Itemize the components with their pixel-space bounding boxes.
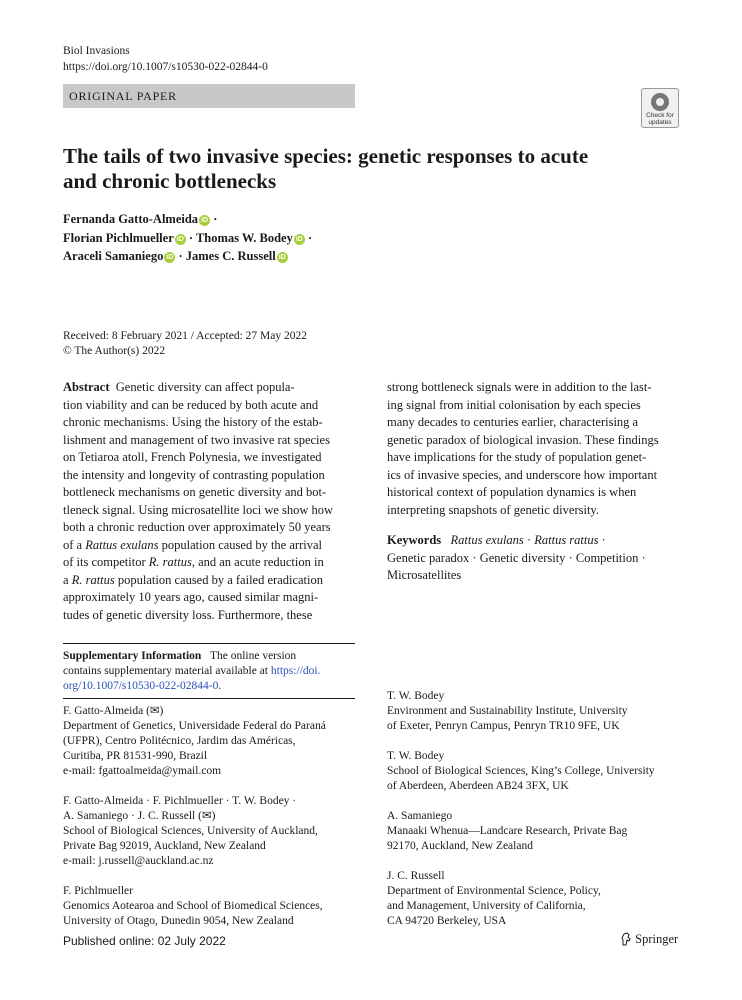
divider bbox=[63, 698, 355, 699]
author-name[interactable]: Araceli Samaniego bbox=[63, 249, 164, 263]
check-updates-label-2: updates bbox=[648, 119, 672, 126]
affiliation-entry: F. Gatto-Almeida (✉) Department of Genetics, Universidade Federal do Paraná (UFPR), Centro Politécnico, Jardim das Américas, Curitiba, PR 81531-990, Brazil e-mail: fgattoalmeida@ymail.com bbox=[63, 705, 326, 777]
supplementary-label: Supplementary Information bbox=[63, 650, 202, 662]
supplementary-info: Supplementary Information The online version contains supplementary material available at https://doi. org/10.1007/s10530-022-02844-0. bbox=[63, 650, 321, 692]
title-line-1: The tails of two invasive species: genetic responses to acute bbox=[63, 144, 589, 168]
check-updates-label-1: Check for bbox=[646, 112, 674, 119]
affiliation-entry: T. W. Bodey Environment and Sustainability Institute, University of Exeter, Penryn Campus, Penryn TR10 9FE, UK bbox=[387, 690, 628, 732]
keyword: Competition bbox=[575, 550, 639, 565]
orcid-icon[interactable]: iD bbox=[201, 217, 209, 224]
affiliations-right bbox=[387, 689, 679, 944]
keywords-label: Keywords bbox=[387, 533, 442, 547]
author-name[interactable]: Thomas W. Bodey bbox=[195, 230, 293, 245]
article-title bbox=[63, 144, 663, 194]
affiliation-entry: A. Samaniego Manaaki Whenua—Landcare Research, Private Bag 92170, Auckland, New Zealand bbox=[387, 810, 628, 852]
keyword: Genetic paradox bbox=[387, 550, 470, 565]
journal-header bbox=[63, 43, 268, 75]
publisher-logo bbox=[620, 932, 678, 947]
orcid-icon[interactable]: iD bbox=[166, 254, 174, 261]
orcid-icon[interactable]: iD bbox=[176, 235, 184, 243]
published-date: Published online: 02 July 2022 bbox=[63, 934, 226, 948]
check-for-updates-badge[interactable] bbox=[641, 88, 679, 128]
keyword: Rattus rattus bbox=[534, 533, 599, 547]
springer-horse-icon bbox=[620, 932, 632, 946]
keywords-block: Keywords Rattus exulans · Rattus rattus · Genetic paradox · Genetic diversity · Competition · Microsatellites bbox=[387, 533, 646, 582]
abstract-right-column: strong bottleneck signals were in addition to the last- ing signal from initial colonisation by each species many decades to centuries earlier, characterising a genetic paradox of biological invasion. These findings have implications for the study of population genet- ics of invasive species, and underscore how important historical context of population dynamics is when interpreting snapshots of genetic diversity. bbox=[387, 380, 659, 517]
title-line-2: and chronic bottlenecks bbox=[63, 169, 277, 193]
author-name[interactable]: James C. Russell bbox=[185, 249, 276, 263]
affiliation-entry: F. Pichlmueller Genomics Aotearoa and School of Biomedical Sciences, University of Otago, Dunedin 9054, New Zealand bbox=[63, 885, 323, 927]
journal-name: Biol Invasions bbox=[63, 45, 130, 57]
affiliation-entry: T. W. Bodey School of Biological Sciences, King’s College, University of Aberdeen, Aberdeen AB24 3FX, UK bbox=[387, 750, 655, 792]
abstract-label: Abstract bbox=[63, 380, 110, 394]
received-accepted-dates: Received: 8 February 2021 / Accepted: 27 May 2022 bbox=[63, 330, 307, 342]
check-updates-icon bbox=[651, 93, 669, 111]
author-name[interactable]: Florian Pichlmueller bbox=[63, 230, 174, 245]
affiliations-left bbox=[63, 704, 355, 944]
divider bbox=[63, 643, 355, 644]
supplementary-link[interactable]: https://doi. bbox=[270, 665, 321, 677]
keyword: Microsatellites bbox=[387, 568, 462, 582]
keyword: Rattus exulans bbox=[450, 533, 524, 547]
keyword: Genetic diversity bbox=[479, 550, 566, 565]
supplementary-link[interactable]: org/10.1007/s10530-022-02844-0 bbox=[63, 680, 219, 692]
orcid-icon[interactable]: iD bbox=[295, 235, 303, 243]
copyright-line: © The Author(s) 2022 bbox=[63, 345, 166, 357]
affiliation-entry: F. Gatto-Almeida · F. Pichlmueller · T. W. Bodey · A. Samaniego · J. C. Russell (✉) School of Biological Sciences, University of Auckland, Private Bag 92019, Auckland, New Zealand e-mail: j.russell@auckland.ac.nz bbox=[63, 795, 318, 867]
email[interactable]: e-mail: j.russell@auckland.ac.nz bbox=[63, 855, 214, 867]
doi-link[interactable]: https://doi.org/10.1007/s10530-022-02844-0 bbox=[63, 61, 268, 73]
publisher-name: Springer bbox=[635, 932, 679, 946]
email[interactable]: e-mail: fgattoalmeida@ymail.com bbox=[63, 765, 222, 777]
article-dates bbox=[63, 329, 307, 359]
affiliation-entry: J. C. Russell Department of Environmental Science, Policy, and Management, University of California, CA 94720 Berkeley, USA bbox=[387, 870, 601, 927]
author-list: Fernanda Gatto-Almeida iD · Florian Pichlmueller iD · Thomas W. Bodey iD · Araceli Samaniego iD · James C. Russell iD bbox=[63, 212, 313, 263]
orcid-icon[interactable]: iD bbox=[278, 254, 286, 261]
paper-type-banner: ORIGINAL PAPER bbox=[63, 84, 355, 108]
author-name[interactable]: Fernanda Gatto-Almeida bbox=[63, 212, 199, 226]
abstract-left-column: Abstract Genetic diversity can affect popula- tion viability and can be reduced by both acute and chronic mechanisms. Using the history of the estab- lishment and management of two invasive rat species on Tetiaroa atoll, French Polynesia, we investigated the intensity and longevity of contrasting population bottleneck mechanisms on genetic diversity and bot- tleneck signal. Using microsatellite loci we show how both a chronic reduction over approximately 50 years of a Rattus exulans population caused by the arrival of its competitor R. rattus, and an acute reduction in a R. rattus population caused by a failed eradication approximately 10 years ago, caused similar magni- tudes of genetic diversity loss. Furthermore, these bbox=[63, 380, 334, 622]
